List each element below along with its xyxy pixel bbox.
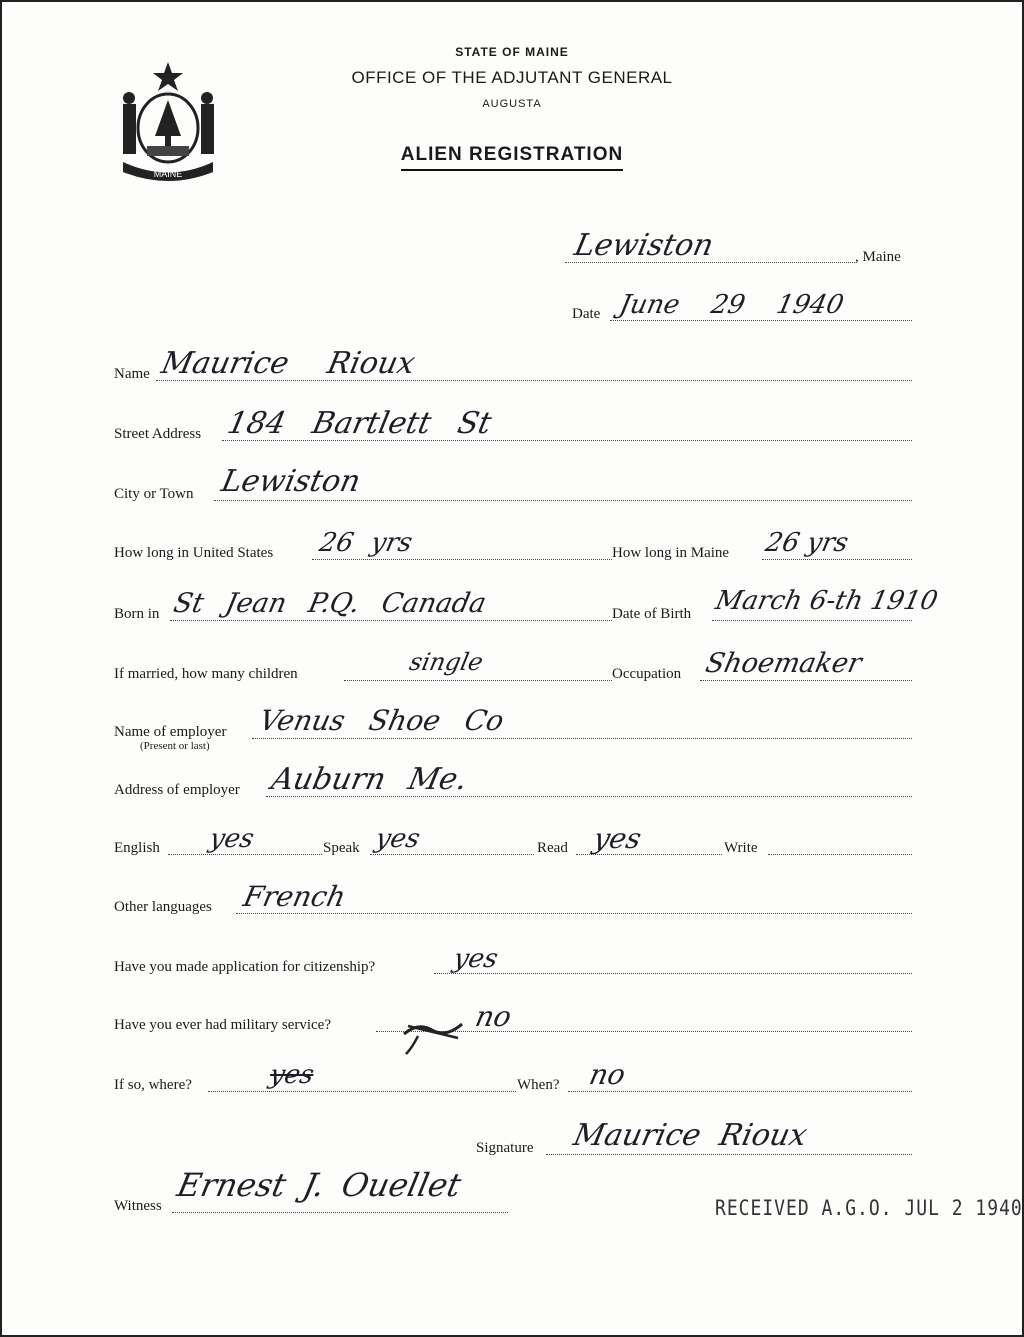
street-value: 184 Bartlett St bbox=[224, 406, 495, 441]
where-value: yes bbox=[266, 1060, 317, 1090]
witness-label: Witness bbox=[114, 1198, 162, 1214]
dob-label: Date of Birth bbox=[612, 606, 692, 622]
children-label: If married, how many children bbox=[114, 666, 298, 682]
speak-value: yes bbox=[372, 824, 423, 854]
long-us-label: How long in United States bbox=[114, 545, 274, 561]
when-value: no bbox=[586, 1058, 629, 1091]
date-label: Date bbox=[572, 306, 601, 322]
english-value: yes bbox=[206, 824, 257, 854]
city-value: Lewiston bbox=[218, 464, 364, 499]
occupation-label: Occupation bbox=[612, 666, 682, 682]
long-maine-value: 26 yrs bbox=[762, 528, 852, 558]
military-label: Have you ever had military service? bbox=[114, 1017, 331, 1033]
name-value: Maurice Rioux bbox=[158, 346, 419, 381]
name-label: Name bbox=[114, 366, 150, 382]
where-label: If so, where? bbox=[114, 1077, 192, 1093]
signature-value: Maurice Rioux bbox=[570, 1118, 811, 1153]
occupation-value: Shoemaker bbox=[702, 648, 865, 679]
born-label: Born in bbox=[114, 606, 160, 622]
citizenship-value: yes bbox=[450, 944, 501, 974]
received-stamp: RECEIVED A.G.O. JUL 2 1940 bbox=[715, 1195, 1023, 1222]
signature-label: Signature bbox=[476, 1140, 534, 1156]
header-office: OFFICE OF THE ADJUTANT GENERAL bbox=[351, 68, 673, 87]
read-value: yes bbox=[590, 822, 645, 855]
strikeout-mark-icon bbox=[398, 1008, 468, 1058]
other-lang-label: Other languages bbox=[114, 899, 212, 915]
military-value: no bbox=[472, 1000, 515, 1033]
street-label: Street Address bbox=[114, 426, 202, 442]
long-maine-label: How long in Maine bbox=[612, 545, 730, 561]
born-value: St Jean P.Q. Canada bbox=[170, 588, 489, 619]
form-title: ALIEN REGISTRATION bbox=[0, 144, 1024, 166]
svg-text:MAINE: MAINE bbox=[153, 169, 183, 179]
long-us-value: 26 yrs bbox=[316, 528, 416, 558]
other-lang-value: French bbox=[240, 880, 349, 913]
children-value: single bbox=[407, 648, 486, 676]
employer-addr-value: Auburn Me. bbox=[268, 762, 471, 797]
city-label: City or Town bbox=[114, 486, 194, 502]
header-city: AUGUSTA bbox=[482, 98, 542, 110]
date-value: June 29 1940 bbox=[616, 290, 847, 320]
english-label: English bbox=[114, 840, 160, 856]
when-label: When? bbox=[517, 1077, 560, 1093]
dob-value: March 6-th 1910 bbox=[712, 586, 941, 616]
employer-note: (Present or last) bbox=[140, 740, 210, 752]
employer-addr-label: Address of employer bbox=[114, 782, 240, 798]
employer-value: Venus Shoe Co bbox=[256, 704, 507, 737]
employer-label: Name of employer bbox=[114, 724, 227, 740]
citizenship-label: Have you made application for citizenship? bbox=[114, 959, 376, 975]
maine-label: , Maine bbox=[855, 249, 901, 265]
speak-label: Speak bbox=[323, 840, 360, 856]
witness-value: Ernest J. Ouellet bbox=[173, 1166, 465, 1204]
header-state: STATE OF MAINE bbox=[455, 45, 569, 59]
write-label: Write bbox=[724, 840, 758, 856]
town-value: Lewiston bbox=[571, 228, 717, 263]
read-label: Read bbox=[537, 840, 568, 856]
